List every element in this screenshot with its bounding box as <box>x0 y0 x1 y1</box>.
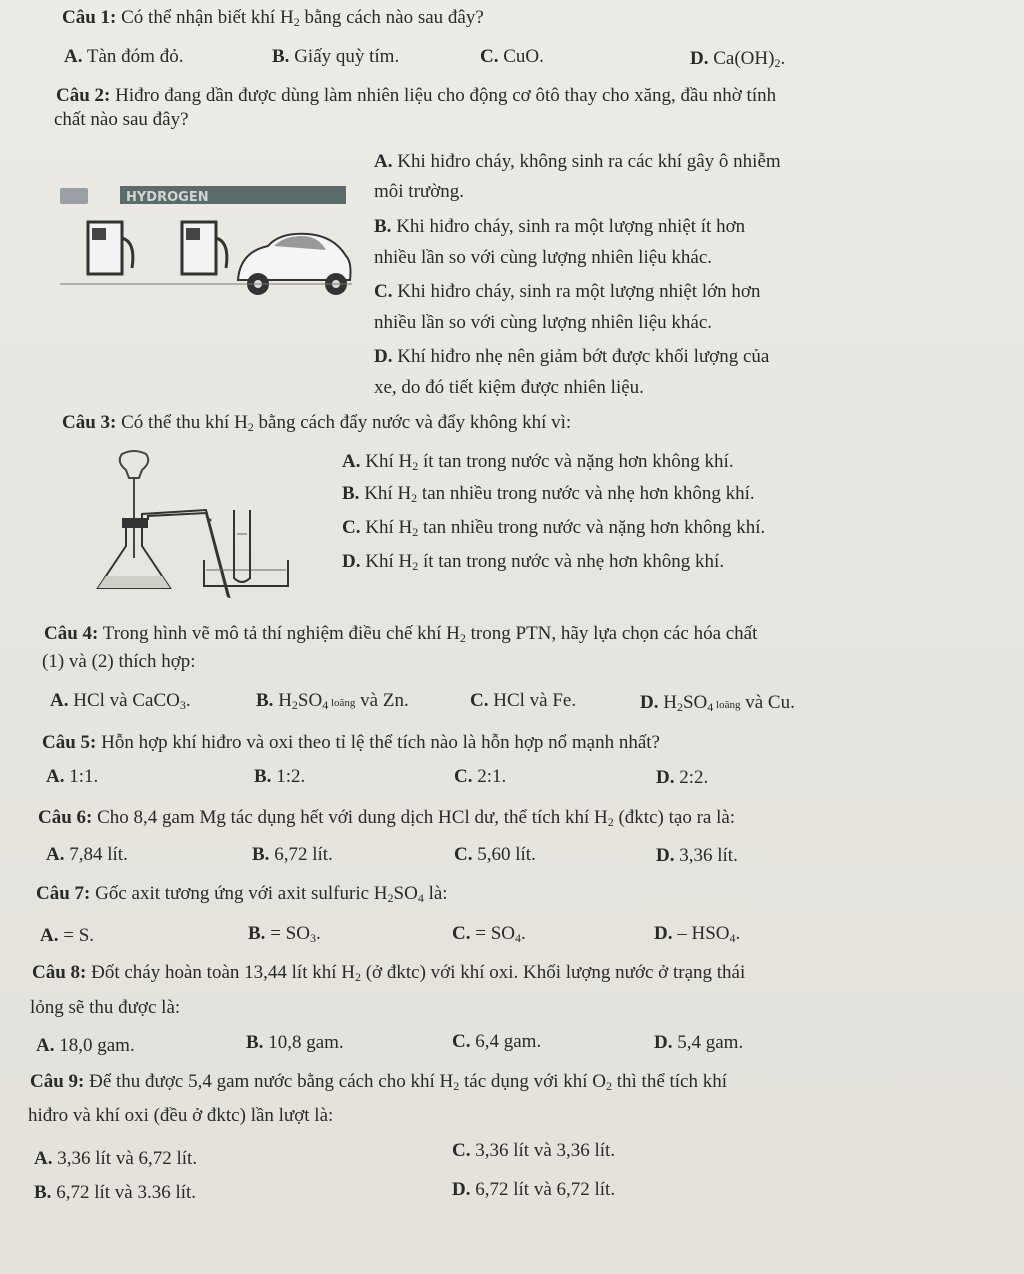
q8-option-c[interactable]: C. 6,4 gam. <box>452 1031 542 1052</box>
q6-option-c[interactable]: C. 5,60 lít. <box>454 844 536 865</box>
q1-label: Câu 1: <box>62 7 117 28</box>
q3-label: Câu 3: <box>62 412 117 433</box>
q2-option-a-line2: môi trường. <box>374 181 465 202</box>
q7-label: Câu 7: <box>36 883 91 904</box>
hydrogen-sign-label: HYDROGEN <box>126 190 209 205</box>
q6-stem: Câu 6: Cho 8,4 gam Mg tác dụng hết với dung dịch HCl dư, thể tích khí $H_2$ (đktc) tạo ra là: <box>38 807 736 829</box>
q2-option-d-line1[interactable]: D. Khí hiđro nhẹ nên giảm bớt được khối lượng của <box>374 346 770 367</box>
q9-stem-line1: Câu 9: Để thu được 5,4 gam nước bằng cách cho khí $H_2$ tác dụng với khí $O_2$ thì thể tích khí <box>30 1071 728 1093</box>
q3-option-b[interactable]: B. Khí $H_2$ tan nhiều trong nước và nhẹ hơn không khí. <box>342 483 755 505</box>
q8-option-b[interactable]: B. 10,8 gam. <box>246 1032 344 1053</box>
q8-label: Câu 8: <box>32 962 87 983</box>
q2-option-b-line2: nhiều lần so với cùng lượng nhiên liệu khác. <box>374 247 713 268</box>
q2-option-c-line1[interactable]: C. Khi hiđro cháy, sinh ra một lượng nhiệt lớn hơn <box>374 281 761 302</box>
q5-stem: Câu 5: Hỗn hợp khí hiđro và oxi theo tỉ lệ thể tích nào là hỗn hợp nổ mạnh nhất? <box>42 732 660 753</box>
q7-option-a[interactable]: A. = S. <box>40 925 95 946</box>
q2-label: Câu 2: <box>56 85 111 106</box>
q3-option-d[interactable]: D. Khí $H_2$ ít tan trong nước và nhẹ hơn không khí. <box>342 551 725 573</box>
hydrogen-station-figure <box>60 180 360 300</box>
q3-stem: Câu 3: Có thể thu khí $H_2$ bằng cách đẩy nước và đẩy không khí vì: <box>62 412 572 434</box>
q8-stem-line1: Câu 8: Đốt cháy hoàn toàn 13,44 lít khí $H_2$ (ở đktc) với khí oxi. Khối lượng nước ở trạng thái <box>32 962 746 984</box>
q6-option-d[interactable]: D. 3,36 lít. <box>656 845 738 866</box>
q5-option-a[interactable]: A. 1:1. <box>46 766 99 787</box>
q8-option-a[interactable]: A. 18,0 gam. <box>36 1035 135 1056</box>
q3-option-c[interactable]: C. Khí $H_2$ tan nhiều trong nước và nặng hơn không khí. <box>342 517 766 539</box>
q5-option-d[interactable]: D. 2:2. <box>656 767 709 788</box>
q4-option-c[interactable]: C. HCl và Fe. <box>470 690 577 711</box>
q8-option-d[interactable]: D. 5,4 gam. <box>654 1032 744 1053</box>
q5-label: Câu 5: <box>42 732 97 753</box>
q4-stem-line2: (1) và (2) thích hợp: <box>42 651 196 672</box>
q1-stem: Câu 1: Có thể nhận biết khí $H_2$ bằng cách nào sau đây? <box>62 7 484 29</box>
q5-option-c[interactable]: C. 2:1. <box>454 766 507 787</box>
q9-option-c[interactable]: C. 3,36 lít và 3,36 lít. <box>452 1140 616 1161</box>
q9-option-a[interactable]: A. 3,36 lít và 6,72 lít. <box>34 1148 198 1169</box>
q1-option-a[interactable]: A. Tàn đóm đỏ. <box>64 46 184 67</box>
q7-option-b[interactable]: B. = $SO_3$. <box>248 923 321 945</box>
q7-option-c[interactable]: C. = $SO_4$. <box>452 923 526 945</box>
q7-stem: Câu 7: Gốc axit tương ứng với axit sulfuric $H_2SO_4$ là: <box>36 883 448 905</box>
q2-option-d-line2: xe, do đó tiết kiệm được nhiên liệu. <box>374 377 644 398</box>
q7-option-d[interactable]: D. – $HSO_4$. <box>654 923 741 945</box>
q6-option-b[interactable]: B. 6,72 lít. <box>252 844 333 865</box>
q4-stem-line1: Câu 4: Trong hình vẽ mô tả thí nghiệm điều chế khí $H_2$ trong PTN, hãy lựa chọn các hóa chất <box>44 623 758 645</box>
q4-label: Câu 4: <box>44 623 99 644</box>
q1-option-d[interactable]: D. $Ca(OH)_2$. <box>690 48 786 70</box>
q2-stem-line2: chất nào sau đây? <box>54 109 189 130</box>
q4-option-b[interactable]: B. $H_2SO_4$ loãng và Zn. <box>256 690 409 712</box>
q2-option-a-line1[interactable]: A. Khi hiđro cháy, không sinh ra các khí gây ô nhiễm <box>374 151 781 172</box>
q2-option-c-line2: nhiều lần so với cùng lượng nhiên liệu khác. <box>374 312 713 333</box>
q3-option-a[interactable]: A. Khí $H_2$ ít tan trong nước và nặng hơn không khí. <box>342 451 734 473</box>
q1-option-c[interactable]: C. CuO. <box>480 46 544 67</box>
q5-option-b[interactable]: B. 1:2. <box>254 766 306 787</box>
q2-stem-line1: Câu 2: Hiđro đang dần được dùng làm nhiên liệu cho động cơ ôtô thay cho xăng, đầu nhờ tính <box>56 85 777 106</box>
gas-collection-apparatus-figure <box>82 448 302 598</box>
q2-option-b-line1[interactable]: B. Khi hiđro cháy, sinh ra một lượng nhiệt ít hơn <box>374 216 746 237</box>
q9-stem-line2: hiđro và khí oxi (đều ở đktc) lần lượt là: <box>28 1105 334 1126</box>
q4-option-d[interactable]: D. $H_2SO_4$ loãng và Cu. <box>640 692 795 714</box>
q9-option-d[interactable]: D. 6,72 lít và 6,72 lít. <box>452 1179 616 1200</box>
q8-stem-line2: lỏng sẽ thu được là: <box>30 997 181 1018</box>
q6-label: Câu 6: <box>38 807 93 828</box>
q9-label: Câu 9: <box>30 1071 85 1092</box>
q9-option-b[interactable]: B. 6,72 lít và 3.36 lít. <box>34 1182 197 1203</box>
q4-option-a[interactable]: A. HCl và CaCO$_3$. <box>50 690 191 712</box>
q1-option-b[interactable]: B. Giấy quỳ tím. <box>272 46 400 67</box>
q6-option-a[interactable]: A. 7,84 lít. <box>46 844 128 865</box>
